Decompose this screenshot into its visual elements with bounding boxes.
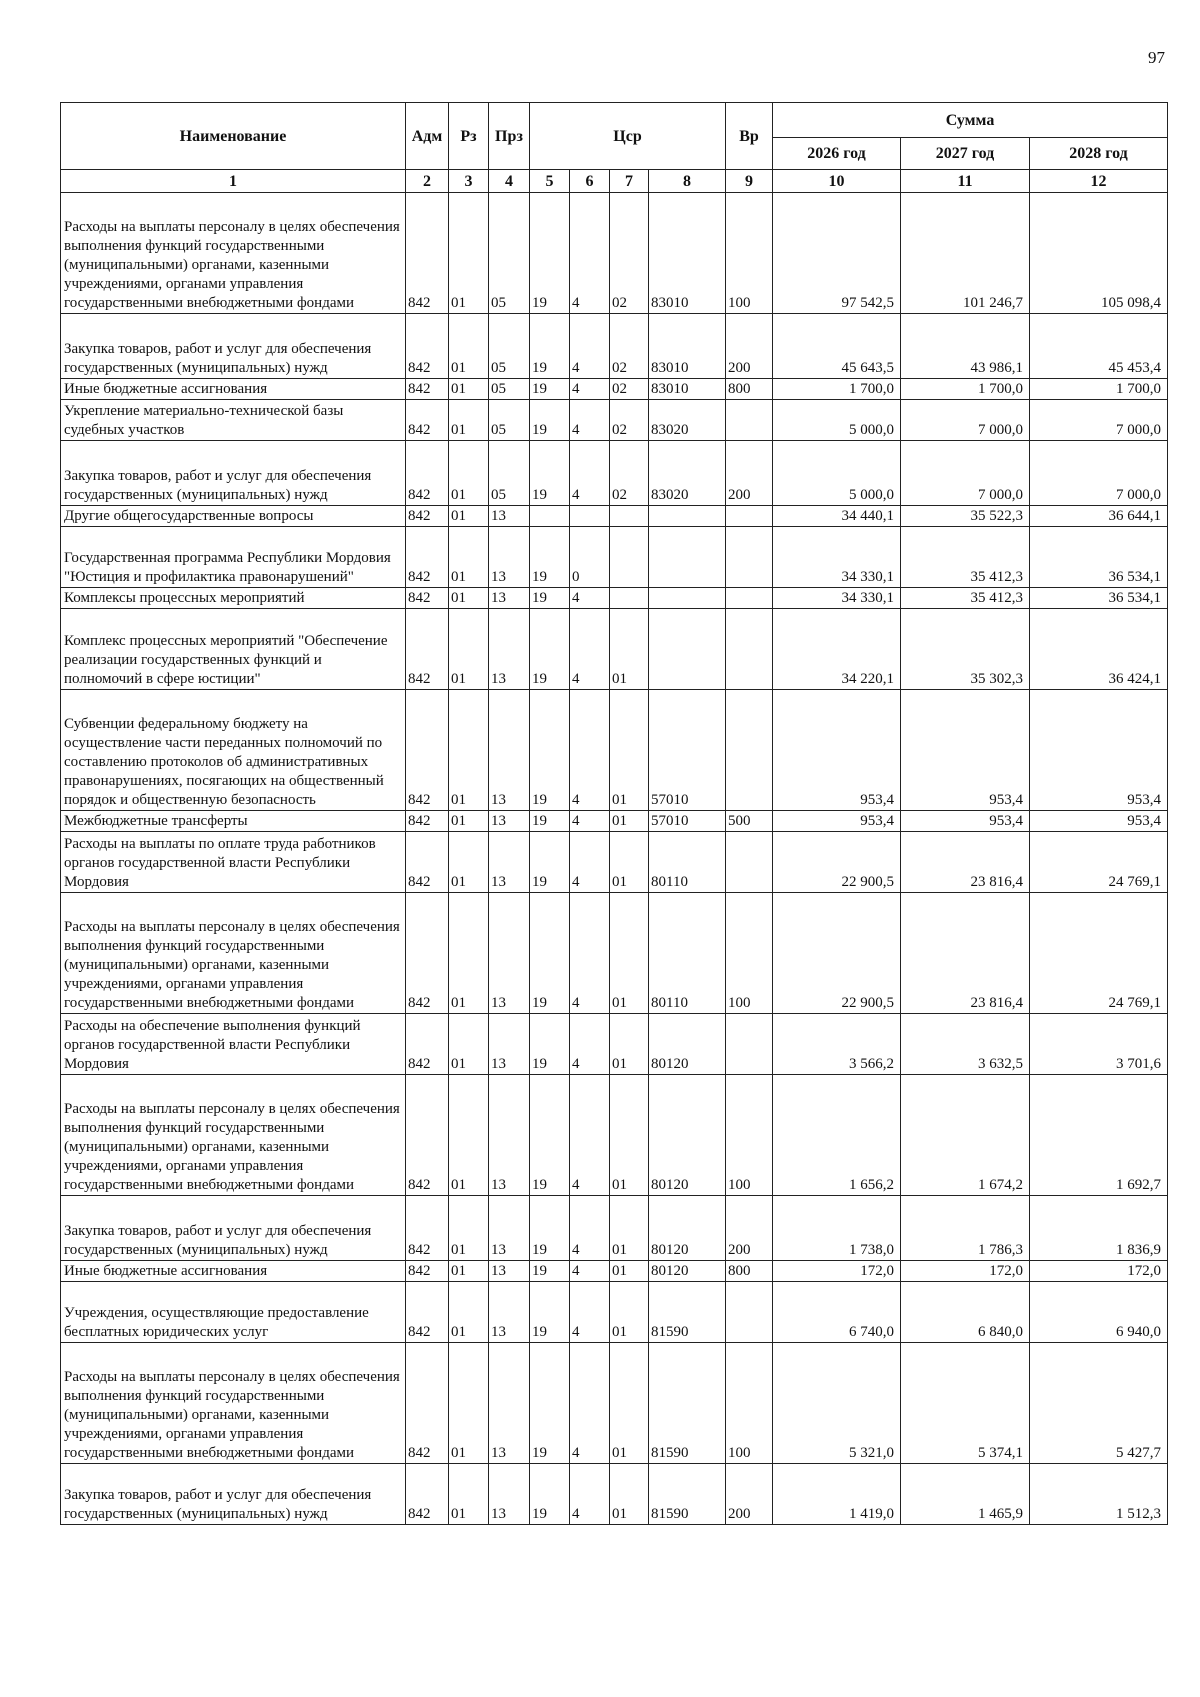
budget-table-container (60, 102, 1167, 1525)
row-amount-2027: 6 840,0 (901, 1282, 1030, 1343)
row-amount-2027: 35 522,3 (901, 506, 1030, 527)
row-csr-2: 4 (570, 832, 610, 893)
column-number: 12 (1030, 170, 1168, 193)
header-vr: Вр (726, 103, 773, 170)
row-rz: 01 (449, 1282, 489, 1343)
row-csr-4: 83010 (649, 379, 726, 400)
row-csr-1 (530, 506, 570, 527)
row-csr-2: 4 (570, 690, 610, 811)
row-adm: 842 (406, 379, 449, 400)
row-amount-2026: 5 000,0 (773, 400, 901, 441)
table-row (61, 314, 1168, 379)
row-csr-1: 19 (530, 588, 570, 609)
row-csr-3: 01 (610, 690, 649, 811)
row-rz: 01 (449, 400, 489, 441)
row-amount-2028: 3 701,6 (1030, 1014, 1168, 1075)
row-adm: 842 (406, 1261, 449, 1282)
row-amount-2027: 7 000,0 (901, 400, 1030, 441)
row-rz: 01 (449, 527, 489, 588)
column-number: 1 (61, 170, 406, 193)
row-name: Комплексы процессных мероприятий (61, 588, 406, 609)
row-amount-2026: 34 330,1 (773, 588, 901, 609)
row-amount-2027: 23 816,4 (901, 832, 1030, 893)
row-adm: 842 (406, 314, 449, 379)
row-prz: 13 (489, 1282, 530, 1343)
header-year-2027: 2027 год (901, 138, 1030, 170)
row-amount-2027: 23 816,4 (901, 893, 1030, 1014)
row-amount-2027: 35 412,3 (901, 588, 1030, 609)
row-adm: 842 (406, 609, 449, 690)
row-name: Расходы на выплаты по оплате труда работников органов государственной власти Республики Мордовия (61, 832, 406, 893)
table-row (61, 1343, 1168, 1464)
row-csr-3: 02 (610, 193, 649, 314)
row-prz: 05 (489, 441, 530, 506)
row-vr: 100 (726, 893, 773, 1014)
row-amount-2026: 34 440,1 (773, 506, 901, 527)
row-vr (726, 400, 773, 441)
column-number: 6 (570, 170, 610, 193)
row-adm: 842 (406, 832, 449, 893)
row-name: Расходы на обеспечение выполнения функций органов государственной власти Республики Мордовия (61, 1014, 406, 1075)
row-csr-2: 4 (570, 193, 610, 314)
row-csr-1: 19 (530, 609, 570, 690)
row-adm: 842 (406, 441, 449, 506)
row-csr-1: 19 (530, 893, 570, 1014)
row-csr-2: 4 (570, 893, 610, 1014)
table-row (61, 588, 1168, 609)
column-number: 5 (530, 170, 570, 193)
header-name: Наименование (61, 103, 406, 170)
row-prz: 13 (489, 832, 530, 893)
row-adm: 842 (406, 893, 449, 1014)
row-adm: 842 (406, 1014, 449, 1075)
row-csr-3: 01 (610, 1282, 649, 1343)
column-number: 3 (449, 170, 489, 193)
row-amount-2027: 1 674,2 (901, 1075, 1030, 1196)
row-csr-4: 80120 (649, 1075, 726, 1196)
column-number: 4 (489, 170, 530, 193)
row-vr (726, 588, 773, 609)
row-prz: 13 (489, 1343, 530, 1464)
row-prz: 13 (489, 1261, 530, 1282)
row-amount-2027: 1 465,9 (901, 1464, 1030, 1525)
row-csr-4: 83010 (649, 193, 726, 314)
header-year-2026: 2026 год (773, 138, 901, 170)
row-name: Расходы на выплаты персоналу в целях обеспечения выполнения функций государственными (муниципальными) органами, казенными учреждениями, органами управления государственными внебюджетными фондами (61, 1343, 406, 1464)
row-csr-1: 19 (530, 314, 570, 379)
row-csr-3: 02 (610, 400, 649, 441)
row-amount-2027: 1 700,0 (901, 379, 1030, 400)
row-amount-2028: 953,4 (1030, 811, 1168, 832)
row-amount-2026: 22 900,5 (773, 832, 901, 893)
row-adm: 842 (406, 1343, 449, 1464)
row-amount-2028: 1 512,3 (1030, 1464, 1168, 1525)
row-csr-1: 19 (530, 811, 570, 832)
row-prz: 13 (489, 609, 530, 690)
row-adm: 842 (406, 506, 449, 527)
row-name: Расходы на выплаты персоналу в целях обеспечения выполнения функций государственными (муниципальными) органами, казенными учреждениями, органами управления государственными внебюджетными фондами (61, 1075, 406, 1196)
row-csr-1: 19 (530, 527, 570, 588)
row-csr-2: 4 (570, 379, 610, 400)
row-amount-2027: 101 246,7 (901, 193, 1030, 314)
row-name: Расходы на выплаты персоналу в целях обеспечения выполнения функций государственными (муниципальными) органами, казенными учреждениями, органами управления государственными внебюджетными фондами (61, 193, 406, 314)
row-vr (726, 527, 773, 588)
row-csr-2: 4 (570, 811, 610, 832)
row-vr (726, 1014, 773, 1075)
row-amount-2027: 43 986,1 (901, 314, 1030, 379)
row-adm: 842 (406, 1282, 449, 1343)
table-row (61, 506, 1168, 527)
row-amount-2027: 5 374,1 (901, 1343, 1030, 1464)
row-csr-2: 4 (570, 1343, 610, 1464)
row-prz: 05 (489, 379, 530, 400)
row-amount-2026: 3 566,2 (773, 1014, 901, 1075)
row-amount-2028: 172,0 (1030, 1261, 1168, 1282)
row-amount-2026: 1 700,0 (773, 379, 901, 400)
row-amount-2028: 24 769,1 (1030, 832, 1168, 893)
row-amount-2027: 35 302,3 (901, 609, 1030, 690)
table-row (61, 1261, 1168, 1282)
table-row (61, 1282, 1168, 1343)
row-rz: 01 (449, 1261, 489, 1282)
row-rz: 01 (449, 811, 489, 832)
row-csr-3: 01 (610, 832, 649, 893)
row-csr-1: 19 (530, 1196, 570, 1261)
row-csr-1: 19 (530, 379, 570, 400)
row-csr-2: 4 (570, 441, 610, 506)
table-row (61, 400, 1168, 441)
row-csr-3 (610, 527, 649, 588)
row-vr: 800 (726, 379, 773, 400)
column-number: 8 (649, 170, 726, 193)
row-csr-4: 80110 (649, 832, 726, 893)
row-name: Государственная программа Республики Мордовия "Юстиция и профилактика правонарушений" (61, 527, 406, 588)
row-name: Иные бюджетные ассигнования (61, 379, 406, 400)
row-rz: 01 (449, 1464, 489, 1525)
row-amount-2026: 6 740,0 (773, 1282, 901, 1343)
row-csr-4: 80120 (649, 1196, 726, 1261)
row-vr: 100 (726, 1343, 773, 1464)
row-rz: 01 (449, 609, 489, 690)
row-csr-4: 80110 (649, 893, 726, 1014)
row-vr: 800 (726, 1261, 773, 1282)
row-prz: 13 (489, 588, 530, 609)
row-vr (726, 832, 773, 893)
row-csr-1: 19 (530, 1464, 570, 1525)
column-number: 2 (406, 170, 449, 193)
row-vr (726, 1282, 773, 1343)
row-csr-3: 01 (610, 1075, 649, 1196)
row-prz: 05 (489, 314, 530, 379)
row-adm: 842 (406, 193, 449, 314)
row-name: Закупка товаров, работ и услуг для обеспечения государственных (муниципальных) нужд (61, 1464, 406, 1525)
row-adm: 842 (406, 1464, 449, 1525)
table-body (61, 193, 1168, 1525)
row-adm: 842 (406, 1196, 449, 1261)
table-row (61, 1196, 1168, 1261)
table-row (61, 893, 1168, 1014)
row-rz: 01 (449, 1196, 489, 1261)
row-csr-3 (610, 588, 649, 609)
row-amount-2026: 953,4 (773, 811, 901, 832)
header-year-2028: 2028 год (1030, 138, 1168, 170)
row-csr-2: 4 (570, 1261, 610, 1282)
row-vr: 200 (726, 1196, 773, 1261)
row-csr-3: 01 (610, 1343, 649, 1464)
row-csr-1: 19 (530, 1343, 570, 1464)
row-amount-2026: 97 542,5 (773, 193, 901, 314)
row-amount-2027: 7 000,0 (901, 441, 1030, 506)
header-csr: Цср (530, 103, 726, 170)
row-amount-2026: 45 643,5 (773, 314, 901, 379)
row-name: Закупка товаров, работ и услуг для обеспечения государственных (муниципальных) нужд (61, 1196, 406, 1261)
row-vr (726, 609, 773, 690)
row-prz: 13 (489, 1464, 530, 1525)
row-adm: 842 (406, 588, 449, 609)
row-amount-2027: 35 412,3 (901, 527, 1030, 588)
row-csr-1: 19 (530, 832, 570, 893)
row-vr: 100 (726, 193, 773, 314)
row-prz: 05 (489, 400, 530, 441)
row-name: Межбюджетные трансферты (61, 811, 406, 832)
row-prz: 13 (489, 893, 530, 1014)
row-vr: 200 (726, 314, 773, 379)
row-csr-2: 4 (570, 609, 610, 690)
row-csr-2 (570, 506, 610, 527)
row-csr-4: 83020 (649, 441, 726, 506)
column-number-row (61, 170, 1168, 193)
row-name: Учреждения, осуществляющие предоставление бесплатных юридических услуг (61, 1282, 406, 1343)
row-vr (726, 690, 773, 811)
row-adm: 842 (406, 527, 449, 588)
row-csr-2: 4 (570, 1196, 610, 1261)
row-amount-2026: 953,4 (773, 690, 901, 811)
row-csr-3: 01 (610, 893, 649, 1014)
row-rz: 01 (449, 1014, 489, 1075)
row-amount-2026: 1 419,0 (773, 1464, 901, 1525)
row-amount-2028: 7 000,0 (1030, 400, 1168, 441)
row-prz: 13 (489, 690, 530, 811)
row-amount-2028: 953,4 (1030, 690, 1168, 811)
row-amount-2027: 3 632,5 (901, 1014, 1030, 1075)
column-number: 7 (610, 170, 649, 193)
column-number: 9 (726, 170, 773, 193)
row-rz: 01 (449, 314, 489, 379)
row-amount-2026: 1 656,2 (773, 1075, 901, 1196)
row-amount-2028: 105 098,4 (1030, 193, 1168, 314)
row-amount-2027: 953,4 (901, 811, 1030, 832)
row-amount-2028: 36 534,1 (1030, 588, 1168, 609)
row-csr-3: 02 (610, 314, 649, 379)
row-amount-2027: 172,0 (901, 1261, 1030, 1282)
row-amount-2026: 5 000,0 (773, 441, 901, 506)
row-prz: 13 (489, 506, 530, 527)
row-csr-1: 19 (530, 441, 570, 506)
row-csr-4: 81590 (649, 1464, 726, 1525)
row-csr-1: 19 (530, 1075, 570, 1196)
row-amount-2028: 24 769,1 (1030, 893, 1168, 1014)
row-csr-3: 01 (610, 609, 649, 690)
row-amount-2028: 7 000,0 (1030, 441, 1168, 506)
row-amount-2028: 1 692,7 (1030, 1075, 1168, 1196)
row-csr-2: 4 (570, 1075, 610, 1196)
row-csr-3: 02 (610, 379, 649, 400)
row-rz: 01 (449, 588, 489, 609)
row-prz: 13 (489, 1014, 530, 1075)
table-row (61, 690, 1168, 811)
row-amount-2027: 953,4 (901, 690, 1030, 811)
row-csr-1: 19 (530, 1282, 570, 1343)
row-name: Комплекс процессных мероприятий "Обеспечение реализации государственных функций и полномочий в сфере юстиции" (61, 609, 406, 690)
row-prz: 13 (489, 1075, 530, 1196)
row-rz: 01 (449, 379, 489, 400)
row-csr-4: 83010 (649, 314, 726, 379)
row-vr: 100 (726, 1075, 773, 1196)
row-csr-2: 4 (570, 1282, 610, 1343)
row-name: Расходы на выплаты персоналу в целях обеспечения выполнения функций государственными (муниципальными) органами, казенными учреждениями, органами управления государственными внебюджетными фондами (61, 893, 406, 1014)
row-csr-3: 01 (610, 1464, 649, 1525)
row-prz: 13 (489, 1196, 530, 1261)
row-csr-4 (649, 588, 726, 609)
table-row (61, 1075, 1168, 1196)
header-summa: Сумма (773, 103, 1168, 138)
column-number: 11 (901, 170, 1030, 193)
row-amount-2026: 22 900,5 (773, 893, 901, 1014)
row-csr-1: 19 (530, 400, 570, 441)
row-csr-1: 19 (530, 193, 570, 314)
row-prz: 13 (489, 527, 530, 588)
row-csr-4: 81590 (649, 1343, 726, 1464)
row-csr-3: 01 (610, 1014, 649, 1075)
row-vr: 500 (726, 811, 773, 832)
row-amount-2028: 1 836,9 (1030, 1196, 1168, 1261)
row-amount-2028: 36 644,1 (1030, 506, 1168, 527)
row-vr (726, 506, 773, 527)
row-name: Субвенции федеральному бюджету на осуществление части переданных полномочий по составлению протоколов об административных правонарушениях, посягающих на общественный порядок и общественную безопасность (61, 690, 406, 811)
row-adm: 842 (406, 1075, 449, 1196)
row-csr-2: 0 (570, 527, 610, 588)
row-amount-2026: 5 321,0 (773, 1343, 901, 1464)
row-rz: 01 (449, 893, 489, 1014)
row-amount-2028: 1 700,0 (1030, 379, 1168, 400)
row-vr: 200 (726, 1464, 773, 1525)
row-name: Закупка товаров, работ и услуг для обеспечения государственных (муниципальных) нужд (61, 314, 406, 379)
row-csr-4: 83020 (649, 400, 726, 441)
row-csr-3: 01 (610, 1261, 649, 1282)
row-csr-2: 4 (570, 400, 610, 441)
row-amount-2026: 172,0 (773, 1261, 901, 1282)
header-rz: Рз (449, 103, 489, 170)
row-rz: 01 (449, 506, 489, 527)
row-rz: 01 (449, 441, 489, 506)
budget-table (60, 102, 1168, 1525)
row-csr-3: 01 (610, 811, 649, 832)
row-csr-4 (649, 527, 726, 588)
row-csr-4: 80120 (649, 1261, 726, 1282)
row-rz: 01 (449, 690, 489, 811)
table-row (61, 811, 1168, 832)
row-amount-2026: 34 220,1 (773, 609, 901, 690)
row-csr-2: 4 (570, 1014, 610, 1075)
header-adm: Адм (406, 103, 449, 170)
row-csr-1: 19 (530, 1261, 570, 1282)
table-row (61, 527, 1168, 588)
row-csr-2: 4 (570, 1464, 610, 1525)
row-amount-2028: 5 427,7 (1030, 1343, 1168, 1464)
header-prz: Прз (489, 103, 530, 170)
row-amount-2026: 34 330,1 (773, 527, 901, 588)
table-row (61, 441, 1168, 506)
column-number: 10 (773, 170, 901, 193)
row-vr: 200 (726, 441, 773, 506)
page-number: 97 (1148, 48, 1165, 67)
row-csr-4: 57010 (649, 690, 726, 811)
row-prz: 13 (489, 811, 530, 832)
row-csr-4 (649, 506, 726, 527)
table-row (61, 832, 1168, 893)
table-row (61, 609, 1168, 690)
table-row (61, 1464, 1168, 1525)
row-amount-2028: 6 940,0 (1030, 1282, 1168, 1343)
row-amount-2028: 36 424,1 (1030, 609, 1168, 690)
row-rz: 01 (449, 193, 489, 314)
row-csr-3 (610, 506, 649, 527)
row-csr-3: 01 (610, 1196, 649, 1261)
row-adm: 842 (406, 811, 449, 832)
row-csr-2: 4 (570, 588, 610, 609)
row-rz: 01 (449, 1343, 489, 1464)
row-name: Укрепление материально-технической базы судебных участков (61, 400, 406, 441)
row-amount-2028: 45 453,4 (1030, 314, 1168, 379)
row-adm: 842 (406, 400, 449, 441)
row-csr-4 (649, 609, 726, 690)
row-csr-1: 19 (530, 1014, 570, 1075)
row-rz: 01 (449, 1075, 489, 1196)
row-prz: 05 (489, 193, 530, 314)
header-row-top (61, 103, 1168, 138)
row-csr-2: 4 (570, 314, 610, 379)
row-name: Другие общегосударственные вопросы (61, 506, 406, 527)
row-name: Иные бюджетные ассигнования (61, 1261, 406, 1282)
table-row (61, 1014, 1168, 1075)
row-csr-4: 80120 (649, 1014, 726, 1075)
row-amount-2028: 36 534,1 (1030, 527, 1168, 588)
row-csr-1: 19 (530, 690, 570, 811)
row-name: Закупка товаров, работ и услуг для обеспечения государственных (муниципальных) нужд (61, 441, 406, 506)
row-csr-3: 02 (610, 441, 649, 506)
table-row (61, 379, 1168, 400)
row-csr-4: 81590 (649, 1282, 726, 1343)
row-amount-2026: 1 738,0 (773, 1196, 901, 1261)
table-row (61, 193, 1168, 314)
row-adm: 842 (406, 690, 449, 811)
row-rz: 01 (449, 832, 489, 893)
row-csr-4: 57010 (649, 811, 726, 832)
row-amount-2027: 1 786,3 (901, 1196, 1030, 1261)
